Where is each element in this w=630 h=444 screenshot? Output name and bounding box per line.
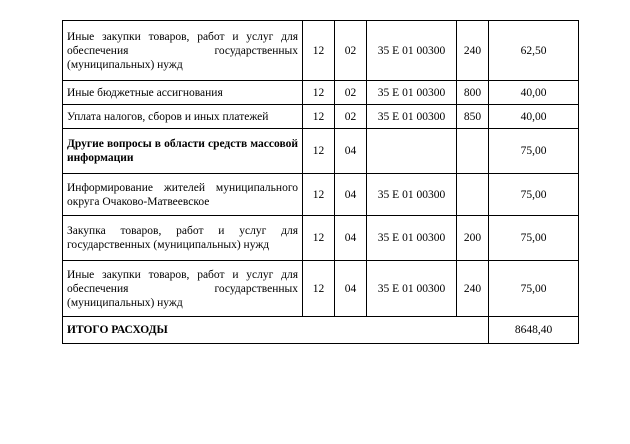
row-target: 35 Е 01 00300 bbox=[367, 105, 457, 129]
row-target: 35 Е 01 00300 bbox=[367, 81, 457, 105]
table-row bbox=[63, 216, 579, 261]
row-target: 35 Е 01 00300 bbox=[367, 261, 457, 317]
row-amount: 75,00 bbox=[489, 261, 579, 317]
row-amount: 75,00 bbox=[489, 216, 579, 261]
table-row bbox=[63, 174, 579, 216]
row-type: 800 bbox=[457, 81, 489, 105]
table-row-section-header bbox=[63, 129, 579, 174]
row-target bbox=[367, 129, 457, 174]
table-row bbox=[63, 21, 579, 81]
total-amount: 8648,40 bbox=[489, 317, 579, 344]
row-section: 12 bbox=[303, 261, 335, 317]
row-section: 12 bbox=[303, 174, 335, 216]
row-name: Иные закупки товаров, работ и услуг для обеспечения государственных (муниципальных) нужд bbox=[63, 261, 303, 317]
row-amount: 75,00 bbox=[489, 129, 579, 174]
row-type: 850 bbox=[457, 105, 489, 129]
row-section: 12 bbox=[303, 21, 335, 81]
table-row bbox=[63, 81, 579, 105]
row-subsection: 02 bbox=[335, 81, 367, 105]
row-name: Другие вопросы в области средств массовой информации bbox=[63, 129, 303, 174]
row-amount: 40,00 bbox=[489, 81, 579, 105]
row-section: 12 bbox=[303, 105, 335, 129]
row-type: 200 bbox=[457, 216, 489, 261]
table-row-total bbox=[63, 317, 579, 344]
row-type bbox=[457, 129, 489, 174]
row-amount: 62,50 bbox=[489, 21, 579, 81]
table-row bbox=[63, 105, 579, 129]
row-amount: 75,00 bbox=[489, 174, 579, 216]
row-section: 12 bbox=[303, 81, 335, 105]
row-target: 35 Е 01 00300 bbox=[367, 216, 457, 261]
row-section: 12 bbox=[303, 129, 335, 174]
row-type: 240 bbox=[457, 261, 489, 317]
row-subsection: 02 bbox=[335, 21, 367, 81]
row-name: Иные бюджетные ассигнования bbox=[63, 81, 303, 105]
row-target: 35 Е 01 00300 bbox=[367, 21, 457, 81]
row-type: 240 bbox=[457, 21, 489, 81]
row-name: Закупка товаров, работ и услуг для государственных (муниципальных) нужд bbox=[63, 216, 303, 261]
table-row bbox=[63, 261, 579, 317]
row-subsection: 04 bbox=[335, 129, 367, 174]
row-target: 35 Е 01 00300 bbox=[367, 174, 457, 216]
row-type bbox=[457, 174, 489, 216]
row-subsection: 04 bbox=[335, 174, 367, 216]
row-name: Иные закупки товаров, работ и услуг для обеспечения государственных (муниципальных) нужд bbox=[63, 21, 303, 81]
row-name: Уплата налогов, сборов и иных платежей bbox=[63, 105, 303, 129]
row-amount: 40,00 bbox=[489, 105, 579, 129]
budget-table bbox=[62, 20, 579, 344]
row-subsection: 02 bbox=[335, 105, 367, 129]
row-name: Информирование жителей муниципального округа Очаково-Матвеевское bbox=[63, 174, 303, 216]
total-label: ИТОГО РАСХОДЫ bbox=[63, 317, 489, 344]
row-subsection: 04 bbox=[335, 261, 367, 317]
row-subsection: 04 bbox=[335, 216, 367, 261]
row-section: 12 bbox=[303, 216, 335, 261]
